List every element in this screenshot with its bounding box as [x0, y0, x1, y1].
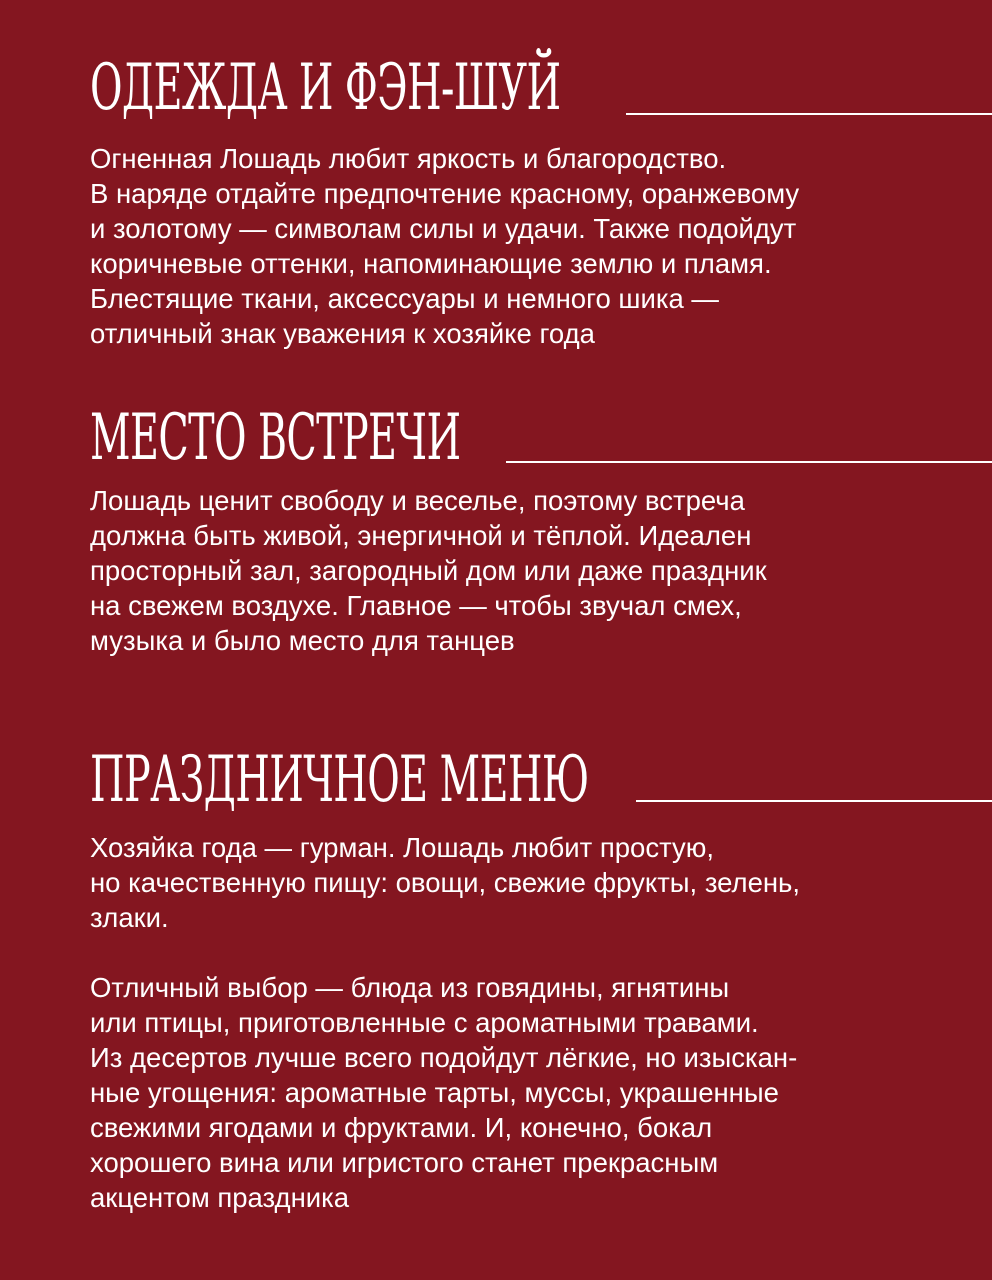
section-body-menu — [90, 830, 950, 1215]
text-line: и золотому — символам силы и удачи. Также подойдут — [90, 213, 797, 244]
section-body-clothing — [90, 141, 950, 351]
section-title-menu: ПРАЗДНИЧНОЕ МЕНЮ — [90, 743, 589, 817]
divider-rule-clothing — [626, 113, 992, 115]
divider-rule-venue — [506, 461, 992, 463]
section-title-clothing: ОДЕЖДА И ФЭН-ШУЙ — [90, 51, 561, 125]
text-line: просторный зал, загородный дом или даже праздник — [90, 555, 767, 586]
text-line: музыка и было место для танцев — [90, 625, 515, 656]
text-line: В наряде отдайте предпочтение красному, оранжевому — [90, 178, 800, 209]
text-line: Хозяйка года — гурман. Лошадь любит простую, — [90, 832, 715, 863]
text-line: ные угощения: ароматные тарты, муссы, украшенные — [90, 1077, 779, 1108]
text-line: Отличный выбор — блюда из говядины, ягнятины — [90, 972, 730, 1003]
section-body-venue — [90, 483, 950, 658]
heading-row-clothing — [90, 40, 992, 125]
text-line: хорошего вина или игристого станет прекрасным — [90, 1147, 719, 1178]
text-line: злаки. — [90, 902, 169, 933]
text-line: должна быть живой, энергичной и тёплой. Идеален — [90, 520, 752, 551]
text-line: коричневые оттенки, напоминающие землю и пламя. — [90, 248, 772, 279]
divider-rule-menu — [636, 800, 992, 802]
text-line: но качественную пищу: овощи, свежие фрукты, зелень, — [90, 867, 801, 898]
text-line: свежими ягодами и фруктами. И, конечно, бокал — [90, 1112, 713, 1143]
paragraph-gap — [90, 935, 950, 970]
text-line: на свежем воздухе. Главное — чтобы звучал смех, — [90, 590, 742, 621]
text-line: Блестящие ткани, аксессуары и немного шика — — [90, 283, 719, 314]
text-line: или птицы, приготовленные с ароматными травами. — [90, 1007, 759, 1038]
text-line: отличный знак уважения к хозяйке года — [90, 318, 595, 349]
heading-row-venue — [90, 390, 992, 475]
text-line: Из десертов лучше всего подойдут лёгкие, но изыскан- — [90, 1042, 798, 1073]
text-line: Лошадь ценит свободу и веселье, поэтому встреча — [90, 485, 745, 516]
section-title-venue: МЕСТО ВСТРЕЧИ — [90, 401, 461, 475]
text-line: Огненная Лошадь любит яркость и благородство. — [90, 143, 727, 174]
text-line: акцентом праздника — [90, 1182, 350, 1213]
